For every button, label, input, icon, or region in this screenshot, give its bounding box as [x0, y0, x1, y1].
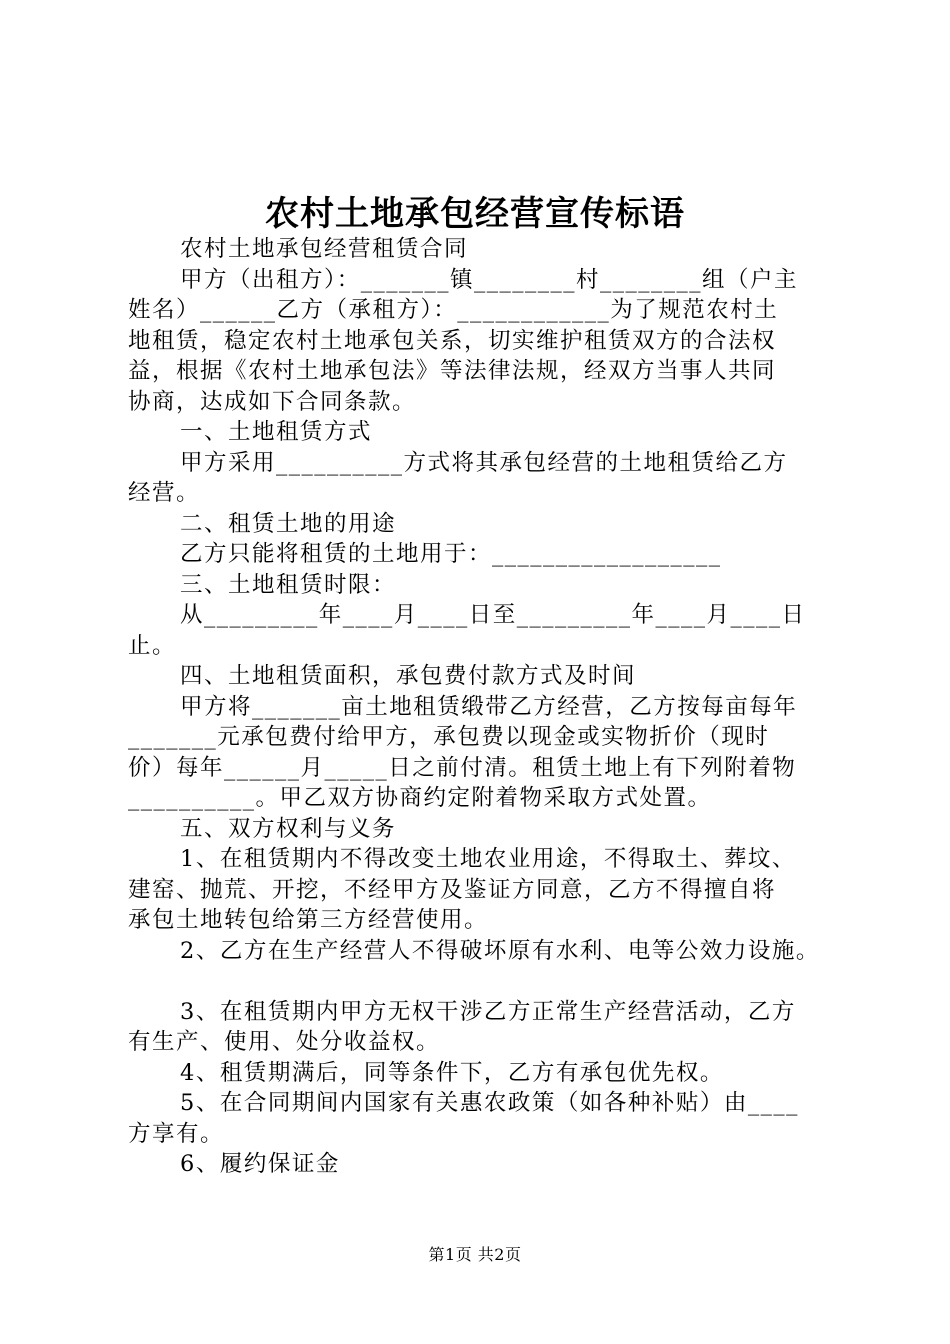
page-number-footer: 第1页 共2页: [428, 1245, 522, 1264]
body-paragraph-line: 四、土地租赁面积，承包费付款方式及时间: [180, 663, 637, 689]
body-paragraph-line: __________。甲乙双方协商约定附着物采取方式处置。: [128, 785, 712, 811]
body-paragraph-line: 甲方采用__________方式将其承包经营的土地租赁给乙方: [180, 449, 788, 476]
body-paragraph-line: 4、租赁期满后，同等条件下，乙方有承包优先权。: [180, 1059, 724, 1086]
body-paragraph-line: 3、在租赁期内甲方无权干涉乙方正常生产经营活动，乙方: [180, 998, 796, 1025]
document-title: 农村土地承包经营宣传标语: [265, 194, 685, 234]
body-paragraph-line: 2、乙方在生产经营人不得破坏原有水利、电等公效力设施。: [180, 937, 820, 964]
body-paragraph-line: 五、双方权利与义务: [180, 815, 397, 842]
body-paragraph-line: _______元承包费付给甲方，承包费以现金或实物折价（现时: [128, 724, 770, 750]
body-paragraph-line: 一、土地租赁方式: [180, 419, 373, 445]
body-paragraph-line: 建窑、抛荒、开挖，不经甲方及鉴证方同意，乙方不得擅自将: [128, 876, 777, 903]
body-paragraph-line: 地租赁，稳定农村土地承包关系，切实维护租赁双方的合法权: [128, 327, 777, 354]
body-paragraph-line: 三、土地租赁时限：: [180, 571, 397, 598]
body-paragraph-line: 承包土地转包给第三方经营使用。: [128, 907, 489, 933]
body-paragraph-line: 有生产、使用、处分收益权。: [128, 1029, 441, 1055]
body-paragraph-line: 协商，达成如下合同条款。: [128, 388, 417, 415]
document-body: [128, 234, 834, 1180]
body-paragraph-line: 二、租赁土地的用途: [180, 510, 397, 537]
body-paragraph-line: 农村土地承包经营租赁合同: [180, 236, 469, 262]
body-paragraph-line: 止。: [128, 632, 177, 659]
body-paragraph-line: 姓名）______乙方（承租方）：____________为了规范农村土: [128, 297, 779, 323]
body-paragraph-line: 甲方（出租方）：_______镇________村________组（户主: [180, 266, 799, 293]
body-paragraph-line: 益，根据《农村土地承包法》等法律法规，经双方当事人共同: [128, 358, 777, 384]
body-paragraph-line: 方享有。: [128, 1120, 225, 1147]
body-paragraph-line: 1、在租赁期内不得改变土地农业用途，不得取土、葬坟、: [180, 846, 796, 872]
body-paragraph-line: 乙方只能将租赁的土地用于：__________________: [180, 541, 722, 567]
body-paragraph-line: 6、履约保证金: [180, 1151, 340, 1177]
body-paragraph-line: 从_________年____月____日至_________年____月____日: [180, 602, 806, 628]
body-paragraph-line: 5、在合同期间内国家有关惠农政策（如各种补贴）由____: [180, 1090, 799, 1116]
body-paragraph-line: 甲方将_______亩土地租赁缎带乙方经营，乙方按每亩每年: [180, 693, 798, 720]
blank-line: [128, 966, 834, 997]
body-paragraph-line: 经营。: [128, 480, 201, 506]
body-paragraph-line: 价）每年______月_____日之前付清。租赁土地上有下列附着物: [128, 754, 797, 781]
